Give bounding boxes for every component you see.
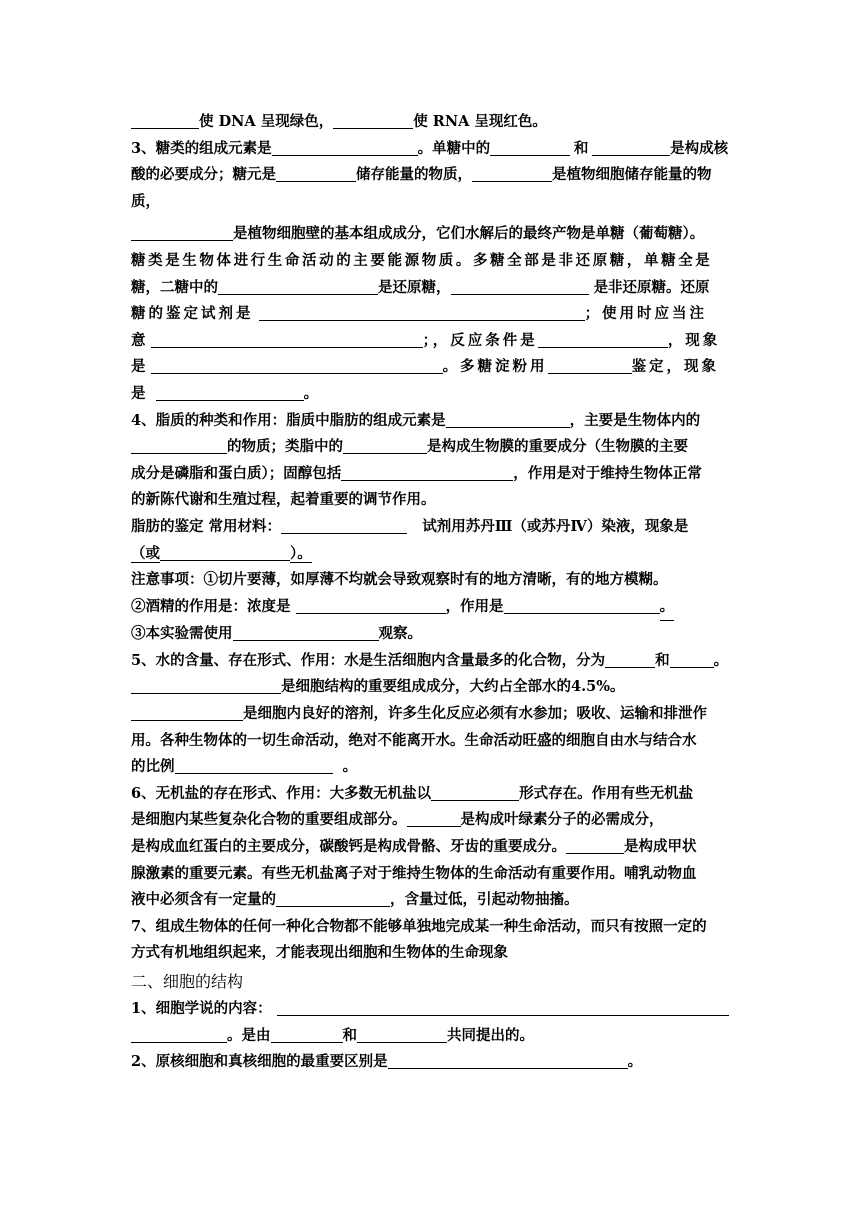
answer-blank[interactable]	[259, 303, 585, 321]
answer-blank[interactable]	[472, 164, 552, 182]
section-4-line-4: 的新陈代谢和生殖过程，起着重要的调节作用。	[131, 491, 436, 509]
answer-blank[interactable]	[504, 596, 660, 614]
answer-blank[interactable]	[151, 330, 423, 348]
cell-1-line-2: 。是由 和 共同提出的。	[131, 1023, 731, 1050]
section-4-line-3: 成分是磷脂和蛋白质）；固醇包括 ，作用是对于维持生物体正常	[131, 464, 702, 482]
section-3-line-9: 是 。多糖淀粉用 鉴定，现象	[131, 358, 720, 376]
answer-blank[interactable]	[151, 356, 443, 374]
answer-blank[interactable]	[357, 1025, 447, 1043]
section-5-line-1: 5、水的含量、存在形式、作用：水是生活细胞内含量最多的化合物，分为 和 。	[131, 651, 729, 669]
answer-blank[interactable]	[131, 703, 243, 721]
cell-1-line-1: 1、细胞学说的内容：	[131, 996, 731, 1023]
section-3-line-5: 糖类是生物体进行生命活动的主要能源物质。多糖全部是非还原糖，单糖全是	[131, 251, 713, 269]
answer-blank[interactable]	[592, 138, 670, 156]
line-dna-rna: 使 DNA 呈现绿色， 使 RNA 呈现红色。	[131, 109, 731, 136]
section-6-line-4: 腺激素的重要元素。有些无机盐离子对于维持生物体的生命活动有重要作用。哺乳动物血	[131, 864, 697, 882]
answer-blank[interactable]	[281, 516, 407, 534]
answer-blank[interactable]	[538, 330, 668, 348]
section-3-line-7: 糖的鉴定试剂是 ；使用时应当注	[131, 305, 708, 323]
answer-blank[interactable]	[233, 623, 379, 641]
answer-blank[interactable]	[605, 650, 655, 668]
section-4-line-5: 脂肪的鉴定 常用材料： 试剂用苏丹Ⅲ（或苏丹Ⅳ）染液，现象是	[131, 517, 689, 535]
answer-blank[interactable]	[490, 138, 570, 156]
notes-line-2: ②酒精的作用是：浓度是 ，作用是 。	[131, 594, 731, 622]
section-5-line-5: 的比例 。	[131, 758, 358, 776]
section-3-line-3: 质，	[131, 192, 160, 210]
section-5-line-3: 是细胞内良好的溶剂，许多生化反应必须有水参加；吸收、运输和排泄作	[131, 701, 731, 728]
answer-blank[interactable]	[388, 1051, 628, 1069]
answer-blank[interactable]	[341, 463, 513, 481]
worksheet-content	[131, 109, 731, 1076]
section-3-line-4: 是植物细胞壁的基本组成成分，它们水解后的最终产物是单糖（葡萄糖）。	[131, 221, 731, 248]
section-2-heading: 二、细胞的结构	[131, 972, 244, 991]
section-4-line-1: 4、脂质的种类和作用：脂质中脂肪的组成元素是 ，主要是生物体内的	[131, 411, 701, 429]
section-5-line-2: 是细胞结构的重要组成成分，大约占全部水的4.5%。	[131, 674, 731, 701]
section-3-line-8: 意 ；，反应条件是 ，现象	[131, 331, 721, 349]
section-3-line-10: 是 。	[131, 384, 319, 402]
section-3-line-1: 3、糖类的组成元素是 。单糖中的 和 是构成核	[131, 139, 729, 157]
section-7-line-1: 7、组成生物体的任何一种化合物都不能够单独地完成某一种生命活动，而只有按照一定的	[131, 917, 707, 935]
answer-blank[interactable]	[160, 543, 290, 561]
answer-blank[interactable]	[296, 596, 446, 614]
answer-blank[interactable]	[131, 436, 227, 454]
section-4-line-2: 的物质；类脂中的 是构成生物膜的重要成分（生物膜的主要	[131, 434, 731, 461]
section-3-line-2: 酸的必要成分；糖元是 储存能量的物质， 是植物细胞储存能量的物	[131, 166, 712, 184]
answer-blank[interactable]	[670, 650, 714, 668]
answer-blank[interactable]	[333, 111, 413, 129]
answer-blank[interactable]	[446, 410, 570, 428]
answer-blank[interactable]	[131, 111, 199, 129]
notes-line-3: ③本实验需使用 观察。	[131, 625, 422, 643]
answer-blank[interactable]	[131, 1025, 227, 1043]
answer-blank[interactable]	[407, 809, 461, 827]
section-5-line-4: 用。各种生物体的一切生命活动，绝对不能离开水。生命活动旺盛的细胞自由水与结合水	[131, 731, 697, 749]
answer-blank[interactable]	[218, 277, 378, 295]
section-4-line-6: （或 ）。	[131, 544, 312, 562]
answer-blank[interactable]	[131, 676, 281, 694]
notes-line-1: 注意事项：①切片要薄，如厚薄不均就会导致观察时有的地方清晰，有的地方模糊。	[131, 571, 668, 589]
answer-blank[interactable]	[156, 383, 304, 401]
cell-2-line-1: 2、原核细胞和真核细胞的最重要区别是 。	[131, 1053, 643, 1071]
answer-blank[interactable]	[431, 783, 519, 801]
section-3-line-6: 糖，二糖中的 是还原糖， 是非还原糖。还原	[131, 278, 710, 296]
answer-blank[interactable]	[451, 277, 589, 295]
answer-blank[interactable]	[276, 164, 356, 182]
answer-blank[interactable]	[271, 1025, 343, 1043]
answer-blank[interactable]	[548, 356, 632, 374]
section-6-line-2: 是细胞内某些复杂化合物的重要组成部分。 是构成叶绿素分子的必需成分，	[131, 811, 664, 829]
answer-blank[interactable]	[131, 223, 233, 241]
section-6-line-3: 是构成血红蛋白的主要成分，碳酸钙是构成骨骼、牙齿的重要成分。 是构成甲状	[131, 838, 697, 856]
section-6-line-1: 6、无机盐的存在形式、作用：大多数无机盐以 形式存在。作用有些无机盐	[131, 784, 694, 802]
section-6-line-5: 液中必须含有一定量的 ，含量过低，引起动物抽搐。	[131, 891, 579, 909]
answer-blank[interactable]	[343, 436, 427, 454]
answer-blank[interactable]	[277, 998, 729, 1016]
answer-blank[interactable]	[272, 138, 418, 156]
answer-blank[interactable]	[175, 756, 333, 774]
answer-blank[interactable]	[276, 889, 390, 907]
answer-blank[interactable]	[566, 836, 624, 854]
section-7-line-2: 方式有机地组织起来，才能表现出细胞和生物体的生命现象	[131, 944, 508, 962]
